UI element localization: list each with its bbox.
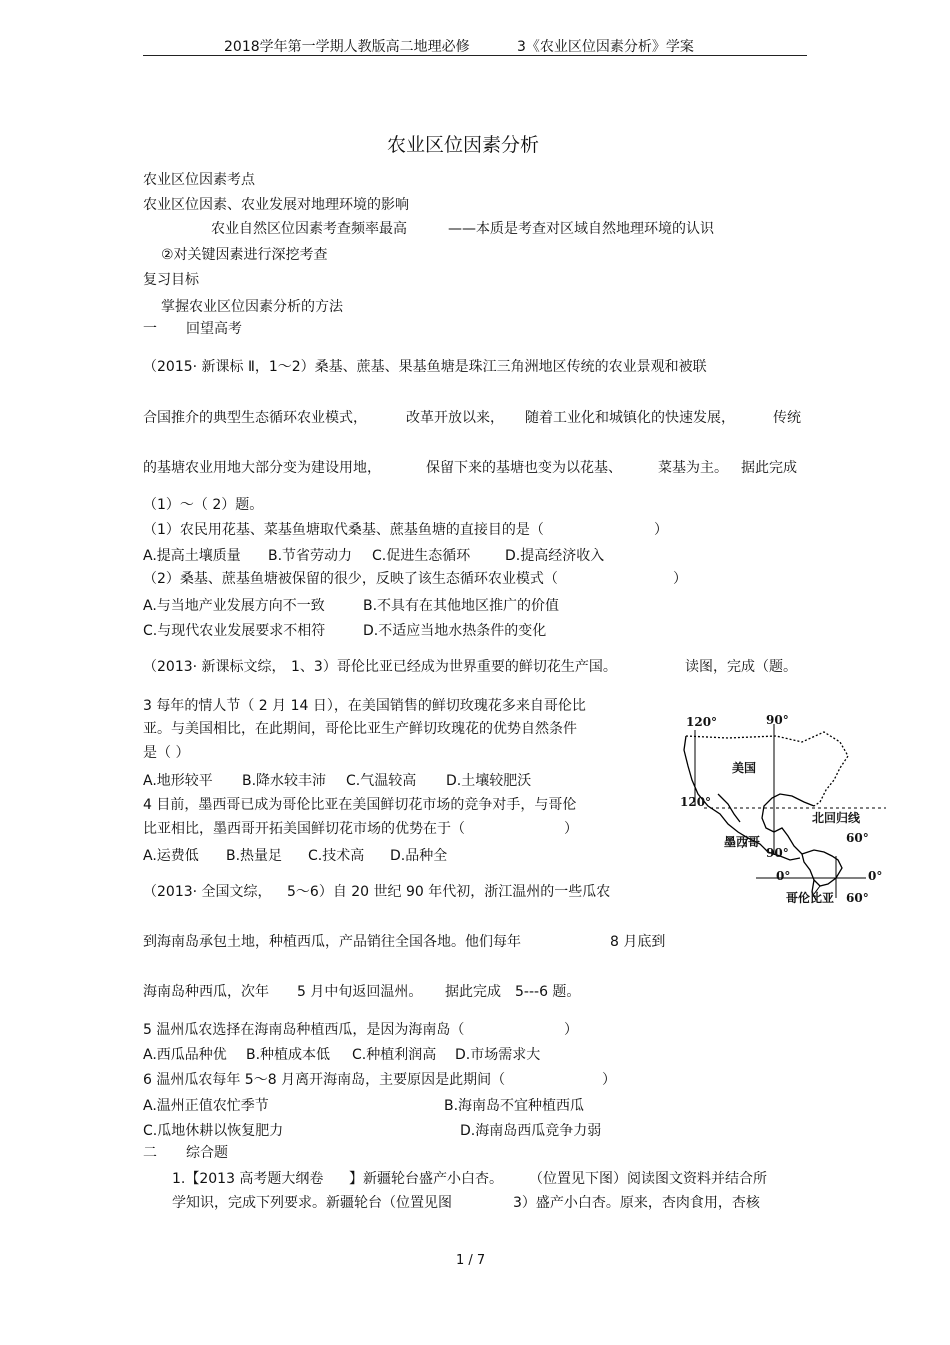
option-a: A.与当地产业发展方向不一致 xyxy=(143,598,325,614)
comprehensive-question-1: 1.【2013 高考题大纲卷 xyxy=(172,1171,324,1187)
header-right: 3《农业区位因素分析》学案 xyxy=(517,39,694,55)
question-stem: （1）～（ 2）题。 xyxy=(143,497,264,513)
comprehensive-question-1: （位置见下图）阅读图文资料并结合所 xyxy=(529,1171,767,1187)
intro-line: 农业区位因素、农业发展对地理环境的影响 xyxy=(143,197,409,213)
answer-bracket: ） xyxy=(564,821,578,837)
section-title: 回望高考 xyxy=(186,321,242,337)
lon-120-mid-label: 120° xyxy=(680,795,712,809)
question-stem: 到海南岛承包土地，种植西瓜，产品销往全国各地。他们每年 xyxy=(143,934,521,950)
option-a: A.提高土壤质量 xyxy=(143,548,241,564)
comprehensive-question-1: 学知识，完成下列要求。新疆轮台（位置见图 xyxy=(172,1195,452,1211)
header-left: 2018学年第一学期人教版高二地理必修 xyxy=(224,39,470,55)
question-stem: 合国推介的典型生态循环农业模式， xyxy=(143,410,367,426)
question-stem: 的基塘农业用地大部分变为建设用地， xyxy=(143,460,381,476)
option-b: B.热量足 xyxy=(226,848,283,864)
question-4: 比亚相比，墨西哥开拓美国鲜切花市场的优势在于（ xyxy=(143,821,465,837)
lon-120-top-label: 120° xyxy=(686,715,718,729)
answer-bracket: ） xyxy=(564,1022,578,1038)
page-number: 1 / 7 xyxy=(456,1253,486,1268)
answer-bracket: ） xyxy=(654,522,668,538)
option-b: B.种植成本低 xyxy=(246,1047,331,1063)
option-c: C.与现代农业发展要求不相符 xyxy=(143,623,326,639)
answer-bracket: ） xyxy=(673,571,687,587)
americas-map-figure xyxy=(664,710,890,910)
option-c: C.气温较高 xyxy=(346,773,417,789)
option-d: D.提高经济收入 xyxy=(505,548,605,564)
question-stem: 5---6 题。 xyxy=(515,984,581,1000)
option-c: C.促进生态循环 xyxy=(372,548,471,564)
equator-left-label: 0° xyxy=(776,869,791,883)
option-d: D.海南岛西瓜竞争力弱 xyxy=(460,1123,602,1139)
question-stem: 保留下来的基塘也变为以花基、 xyxy=(426,460,622,476)
option-b: B.节省劳动力 xyxy=(268,548,353,564)
comprehensive-question-1: 3）盛产小白杏。原来，杏肉食用，杏核 xyxy=(513,1195,760,1211)
question-stem: 读图，完成（题。 xyxy=(685,659,797,675)
intro-line: 农业自然区位因素考查频率最高 xyxy=(211,221,407,237)
lon-90-bottom-label: 90° xyxy=(766,846,789,860)
section-title: 综合题 xyxy=(186,1145,228,1161)
option-c: C.技术高 xyxy=(308,848,365,864)
section-number: 一 xyxy=(143,321,157,337)
intro-line: ——本质是考查对区域自然地理环境的认识 xyxy=(448,221,714,237)
question-1: （1）农民用花基、菜基鱼塘取代桑基、蔗基鱼塘的直接目的是（ xyxy=(143,522,544,538)
option-b: B.降水较丰沛 xyxy=(242,773,327,789)
question-stem: 海南岛种西瓜，次年 xyxy=(143,984,269,1000)
question-stem: （2013· 新课标文综， xyxy=(143,659,286,675)
intro-heading: 复习目标 xyxy=(143,272,199,288)
equator-right-label: 0° xyxy=(868,869,883,883)
question-stem: 据此完成 xyxy=(741,460,797,476)
intro-line: ②对关键因素进行深挖考查 xyxy=(161,247,328,263)
question-stem: 1、3）哥伦比亚已经成为世界重要的鲜切花生产国。 xyxy=(291,659,617,675)
colombia-label: 哥伦比亚 xyxy=(786,891,835,905)
question-3: 亚。与美国相比，在此期间，哥伦比亚生产鲜切玫瑰花的优势自然条件 xyxy=(143,721,577,737)
option-d: D.市场需求大 xyxy=(455,1047,541,1063)
option-a: A.西瓜品种优 xyxy=(143,1047,227,1063)
usa-label: 美国 xyxy=(732,761,757,775)
option-c: C.种植利润高 xyxy=(352,1047,437,1063)
question-2: （2）桑基、蔗基鱼塘被保留的很少，反映了该生态循环农业模式（ xyxy=(143,571,558,587)
question-stem: （2015· 新课标 Ⅱ，1～2）桑基、蔗基、果基鱼塘是珠江三角洲地区传统的农业景观和被联 xyxy=(143,359,707,375)
intro-line: 农业区位因素考点 xyxy=(143,172,255,188)
question-stem: 传统 xyxy=(773,410,801,426)
question-stem: 5 月中旬返回温州。 xyxy=(297,984,423,1000)
lon-90-top-label: 90° xyxy=(766,713,789,727)
option-b: B.不具有在其他地区推广的价值 xyxy=(363,598,560,614)
answer-bracket: ） xyxy=(602,1072,616,1088)
question-stem: 随着工业化和城镇化的快速发展， xyxy=(525,410,735,426)
gulf-coastline xyxy=(762,794,814,854)
page-title: 农业区位因素分析 xyxy=(387,134,540,156)
question-stem: 8 月底到 xyxy=(610,934,666,950)
option-d: D.土壤较肥沃 xyxy=(446,773,532,789)
option-c: C.瓜地休耕以恢复肥力 xyxy=(143,1123,284,1139)
question-stem: 5～6）自 20 世纪 90 年代初，浙江温州的一些瓜农 xyxy=(287,884,611,900)
question-3: 是（ ） xyxy=(143,745,190,761)
question-stem: （2013· 全国文综， xyxy=(143,884,272,900)
option-a: A.地形较平 xyxy=(143,773,213,789)
question-stem: 菜基为主。 xyxy=(658,460,728,476)
lat-60-bottom-label: 60° xyxy=(846,891,869,905)
question-3: 3 每年的情人节（ 2 月 14 日），在美国销售的鲜切玫瑰花多来自哥伦比 xyxy=(143,698,586,714)
mexico-label: 墨西哥 xyxy=(724,835,761,849)
header-rule xyxy=(143,55,807,56)
option-a: A.运费低 xyxy=(143,848,199,864)
question-stem: 据此完成 xyxy=(445,984,501,1000)
option-d: D.品种全 xyxy=(390,848,448,864)
option-a: A.温州正值农忙季节 xyxy=(143,1098,269,1114)
tropic-label: 北回归线 xyxy=(812,811,861,825)
question-6: 6 温州瓜农每年 5～8 月离开海南岛，主要原因是此期间（ xyxy=(143,1072,506,1088)
section-number: 二 xyxy=(143,1145,157,1161)
comprehensive-question-1: 】新疆轮台盛产小白杏。 xyxy=(349,1171,503,1187)
question-5: 5 温州瓜农选择在海南岛种植西瓜，是因为海南岛（ xyxy=(143,1022,465,1038)
option-d: D.不适应当地水热条件的变化 xyxy=(363,623,547,639)
lat-60-label: 60° xyxy=(846,831,869,845)
question-stem: 改革开放以来， xyxy=(406,410,504,426)
question-4: 4 目前，墨西哥已成为哥伦比亚在美国鲜切花市场的竞争对手，与哥伦 xyxy=(143,797,577,813)
intro-line: 掌握农业区位因素分析的方法 xyxy=(161,299,343,315)
option-b: B.海南岛不宜种植西瓜 xyxy=(444,1098,585,1114)
